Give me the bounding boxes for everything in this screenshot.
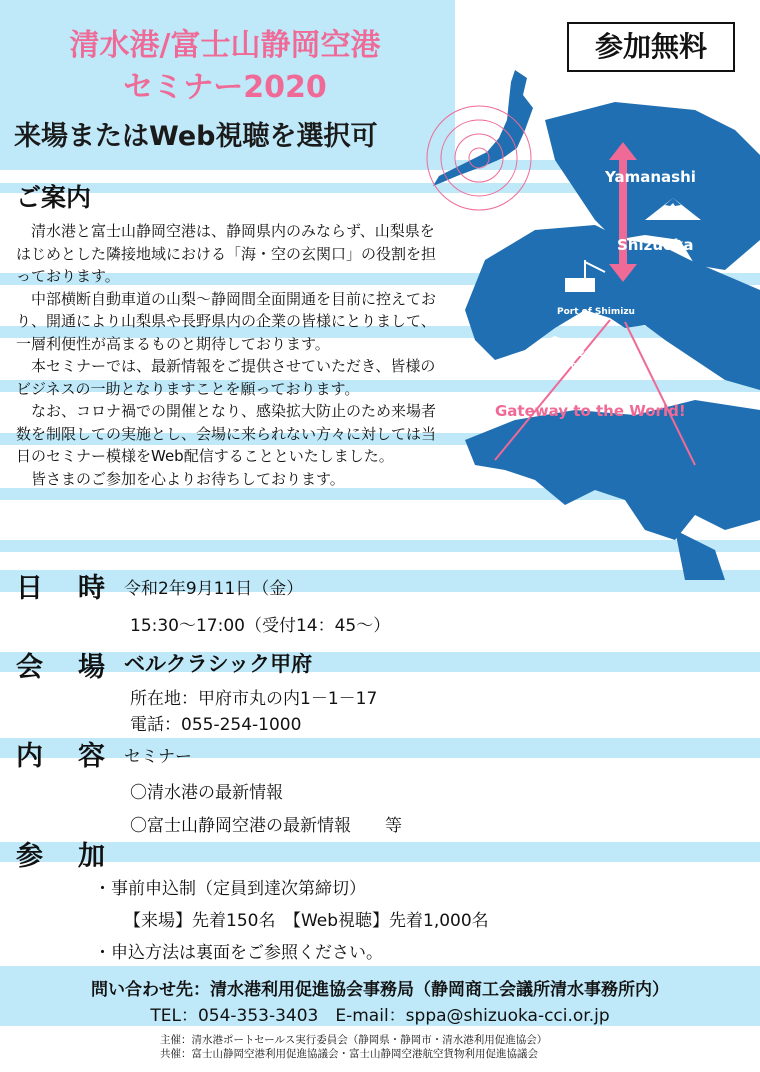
contact-line-2: TEL：054-353-3403 E-mail：sppa@shizuoka-cci.or.jp — [150, 1006, 610, 1026]
map-label-airport-2: Airport — [550, 361, 586, 371]
datetime-date: 令和2年9月11日（金） — [124, 579, 304, 599]
venue-phone: 電話：055-254-1000 — [130, 715, 302, 735]
map-label-yamanashi: Yamanashi — [605, 168, 696, 186]
footer-host: 主催：清水港ポートセールス実行委員会（静岡県・静岡市・清水港利用促進協会） — [160, 1034, 548, 1046]
subtitle: 来場またはWeb視聴を選択可 — [14, 121, 378, 152]
participation-label: 参 加 — [16, 841, 109, 872]
bg-stripe — [0, 652, 760, 672]
map-label-shizuoka: Shizuoka — [617, 236, 694, 254]
content-type: セミナー — [124, 747, 192, 767]
airplane-icon — [545, 336, 565, 342]
content-item: 〇富士山静岡空港の最新情報 等 — [130, 816, 402, 836]
guide-paragraph: 本セミナーでは、最新情報をご提供させていただき、皆様のビジネスの一助となりますことを願っております。 — [16, 357, 436, 398]
contact-line-1: 問い合わせ先：清水港利用促進協会事務局（静岡商工会議所清水事務所内） — [91, 980, 669, 1000]
participation-item: ・申込方法は裏面をご参照ください。 — [94, 943, 383, 963]
guide-paragraph: 清水港と富士山静岡空港は、静岡県内のみならず、山梨県をはじめとした隣接地域における「海・空の玄関口」の役割を担っております。 — [16, 222, 437, 285]
map-label-port: Port of Shimizu — [557, 307, 635, 317]
content-label: 内 容 — [16, 741, 109, 772]
venue-label: 会 場 — [16, 652, 109, 683]
participation-item: ・事前申込制（定員到達次第締切） — [94, 879, 366, 899]
title-line-1: 清水港/富士山静岡空港 — [69, 28, 381, 63]
free-badge: 参加無料 — [567, 22, 735, 72]
venue-address: 所在地：甲府市丸の内1－1－17 — [130, 689, 378, 709]
title-line-2: セミナー2020 — [123, 70, 327, 105]
map-label-gateway: Gateway to the World! — [495, 402, 686, 420]
map-label-airport-1: Mt.Fuji Shizuoka — [525, 349, 609, 359]
bg-stripe — [0, 842, 760, 862]
guide-paragraph: なお、コロナ禍での開催となり、感染拡大防止のため来場者数を制限しての実施とし、会場に来られない方々に対しては当日のセミナー模様をWeb配信することといたしました。 — [16, 402, 437, 465]
guide-paragraph: 皆さまのご参加を心よりお待ちしております。 — [31, 469, 345, 488]
footer-cohost: 共催：富士山静岡空港利用促進協議会・富士山静岡空港航空貨物利用促進協議会 — [160, 1048, 538, 1060]
guide-text — [16, 220, 436, 490]
world-map — [465, 400, 760, 540]
bg-stripe — [0, 738, 760, 758]
map-illustration — [395, 60, 760, 580]
participation-item: 【来場】先着150名 【Web視聴】先着1,000名 — [124, 911, 489, 931]
guide-heading: ご案内 — [16, 183, 92, 212]
guide-paragraph: 中部横断自動車道の山梨～静岡間全面開通を目前に控えており、開通により山梨県や長野県内の企業の皆様にとりまして、一層利便性が高まるものと期待しております。 — [16, 289, 437, 353]
content-item: 〇清水港の最新情報 — [130, 783, 283, 803]
datetime-time: 15:30～17:00（受付14：45～） — [130, 616, 391, 636]
venue-name: ベルクラシック甲府 — [124, 652, 313, 676]
datetime-label: 日 時 — [16, 573, 109, 604]
